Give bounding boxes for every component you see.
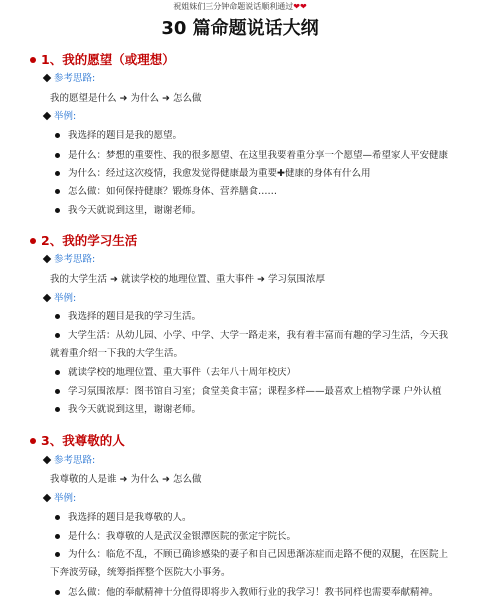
bullet-dot-icon [55, 189, 60, 194]
section-1-approach-label [44, 73, 95, 85]
list-item [50, 531, 460, 543]
section-1-heading [30, 52, 175, 68]
list-item-text: 怎么做：他的奉献精神十分值得即将步入教师行业的我学习！教书同样也需要奉献精神。 [68, 587, 439, 598]
red-dot-icon [30, 438, 36, 444]
example-label-text: 举例: [54, 493, 77, 504]
list-item [50, 367, 460, 379]
list-item-text: 我选择的题目是我的愿望。 [68, 130, 183, 141]
section-1-approach-flow: 我的愿望是什么 ➜ 为什么 ➜ 怎么做 [50, 93, 202, 104]
top-note [0, 2, 480, 12]
list-item-text: 是什么：我尊敬的人是武汉金银潭医院的张定宇院长。 [68, 531, 297, 542]
section-2-example-label [44, 293, 76, 305]
bullet-dot-icon [55, 534, 60, 539]
list-item [50, 168, 460, 180]
list-item [50, 549, 460, 579]
list-item [50, 404, 460, 416]
approach-label-text: 参考思路: [54, 455, 96, 466]
red-dot-icon [30, 238, 36, 244]
bullet-dot-icon [55, 133, 60, 138]
example-label-text: 举例: [54, 293, 77, 304]
section-3-approach-label [44, 455, 95, 467]
list-item-text: 我今天就说到这里，谢谢老师。 [68, 205, 202, 216]
bullet-dot-icon [55, 314, 60, 319]
list-item [50, 587, 460, 599]
section-1-example-label [44, 111, 76, 123]
section-2-heading-text: 2、我的学习生活 [41, 233, 138, 248]
list-item-text: 为什么：临危不乱，不顾已确诊感染的妻子和自己因患渐冻症而走路不便的双腿，在医院上 [68, 549, 449, 560]
section-2-approach-label [44, 254, 95, 266]
top-note-text: 祝姐妹们三分钟命题说话顺利通过 [173, 2, 294, 11]
bullet-dot-icon [55, 370, 60, 375]
section-3-example-label [44, 493, 76, 505]
list-item-text: 就读学校的地理位置、重大事件（去年八十周年校庆） [68, 367, 297, 378]
section-3-heading [30, 433, 125, 449]
section-2-heading [30, 233, 137, 249]
example-label-text: 举例: [54, 111, 77, 122]
list-item [50, 512, 460, 524]
bullet-dot-icon [55, 171, 60, 176]
diamond-bullet-icon [43, 73, 51, 81]
diamond-bullet-icon [43, 493, 51, 501]
bullet-dot-icon [55, 333, 60, 338]
diamond-bullet-icon [43, 455, 51, 463]
bullet-dot-icon [55, 515, 60, 520]
diamond-bullet-icon [43, 254, 51, 262]
hearts-icon: ❤❤ [293, 2, 307, 11]
list-item-text-continued: 就着重介绍一下我的大学生活。 [50, 348, 184, 359]
list-item [50, 150, 460, 162]
section-3-heading-text: 3、我尊敬的人 [41, 433, 125, 448]
list-item-text: 学习氛围浓厚：图书馆自习室；食堂美食丰富；课程多样——最喜欢上植物学课 户外认植 [68, 386, 442, 397]
approach-label-text: 参考思路: [54, 73, 96, 84]
list-item [50, 130, 460, 142]
list-item-text: 大学生活：从幼儿园、小学、中学、大学一路走来，我有着丰富而有趣的学习生活，今天我 [68, 330, 449, 341]
section-2-approach-flow: 我的大学生活 ➜ 就读学校的地理位置、重大事件 ➜ 学习氛围浓厚 [50, 274, 325, 285]
diamond-bullet-icon [43, 111, 51, 119]
list-item-text: 是什么：梦想的重要性、我的很多愿望、在这里我要着重分享一个愿望—希望家人平安健康 [68, 150, 449, 161]
section-1-heading-text: 1、我的愿望（或理想） [41, 52, 175, 67]
list-item-text: 我选择的题目是我的学习生活。 [68, 311, 202, 322]
bullet-dot-icon [55, 208, 60, 213]
document-title: 30 篇命题说话大纲 [161, 18, 319, 39]
list-item [50, 186, 460, 198]
list-item [50, 330, 460, 360]
bullet-dot-icon [55, 153, 60, 158]
bullet-dot-icon [55, 407, 60, 412]
list-item-text: 我选择的题目是我尊敬的人。 [68, 512, 192, 523]
list-item [50, 205, 460, 217]
approach-label-text: 参考思路: [54, 254, 96, 265]
diamond-bullet-icon [43, 293, 51, 301]
list-item [50, 311, 460, 323]
list-item-text-continued: 下奔波劳碌，统筹指挥整个医院大小事务。 [50, 567, 231, 578]
list-item-text: 我今天就说到这里，谢谢老师。 [68, 404, 202, 415]
list-item-text: 为什么：经过这次疫情，我愈发觉得健康最为重要✚健康的身体有什么用 [68, 168, 371, 179]
list-item-text: 怎么做：如何保持健康？锻炼身体、营养膳食…… [68, 186, 278, 197]
bullet-dot-icon [55, 590, 60, 595]
red-dot-icon [30, 57, 36, 63]
bullet-dot-icon [55, 389, 60, 394]
list-item [50, 386, 460, 398]
bullet-dot-icon [55, 552, 60, 557]
section-3-approach-flow: 我尊敬的人是谁 ➜ 为什么 ➜ 怎么做 [50, 474, 202, 485]
